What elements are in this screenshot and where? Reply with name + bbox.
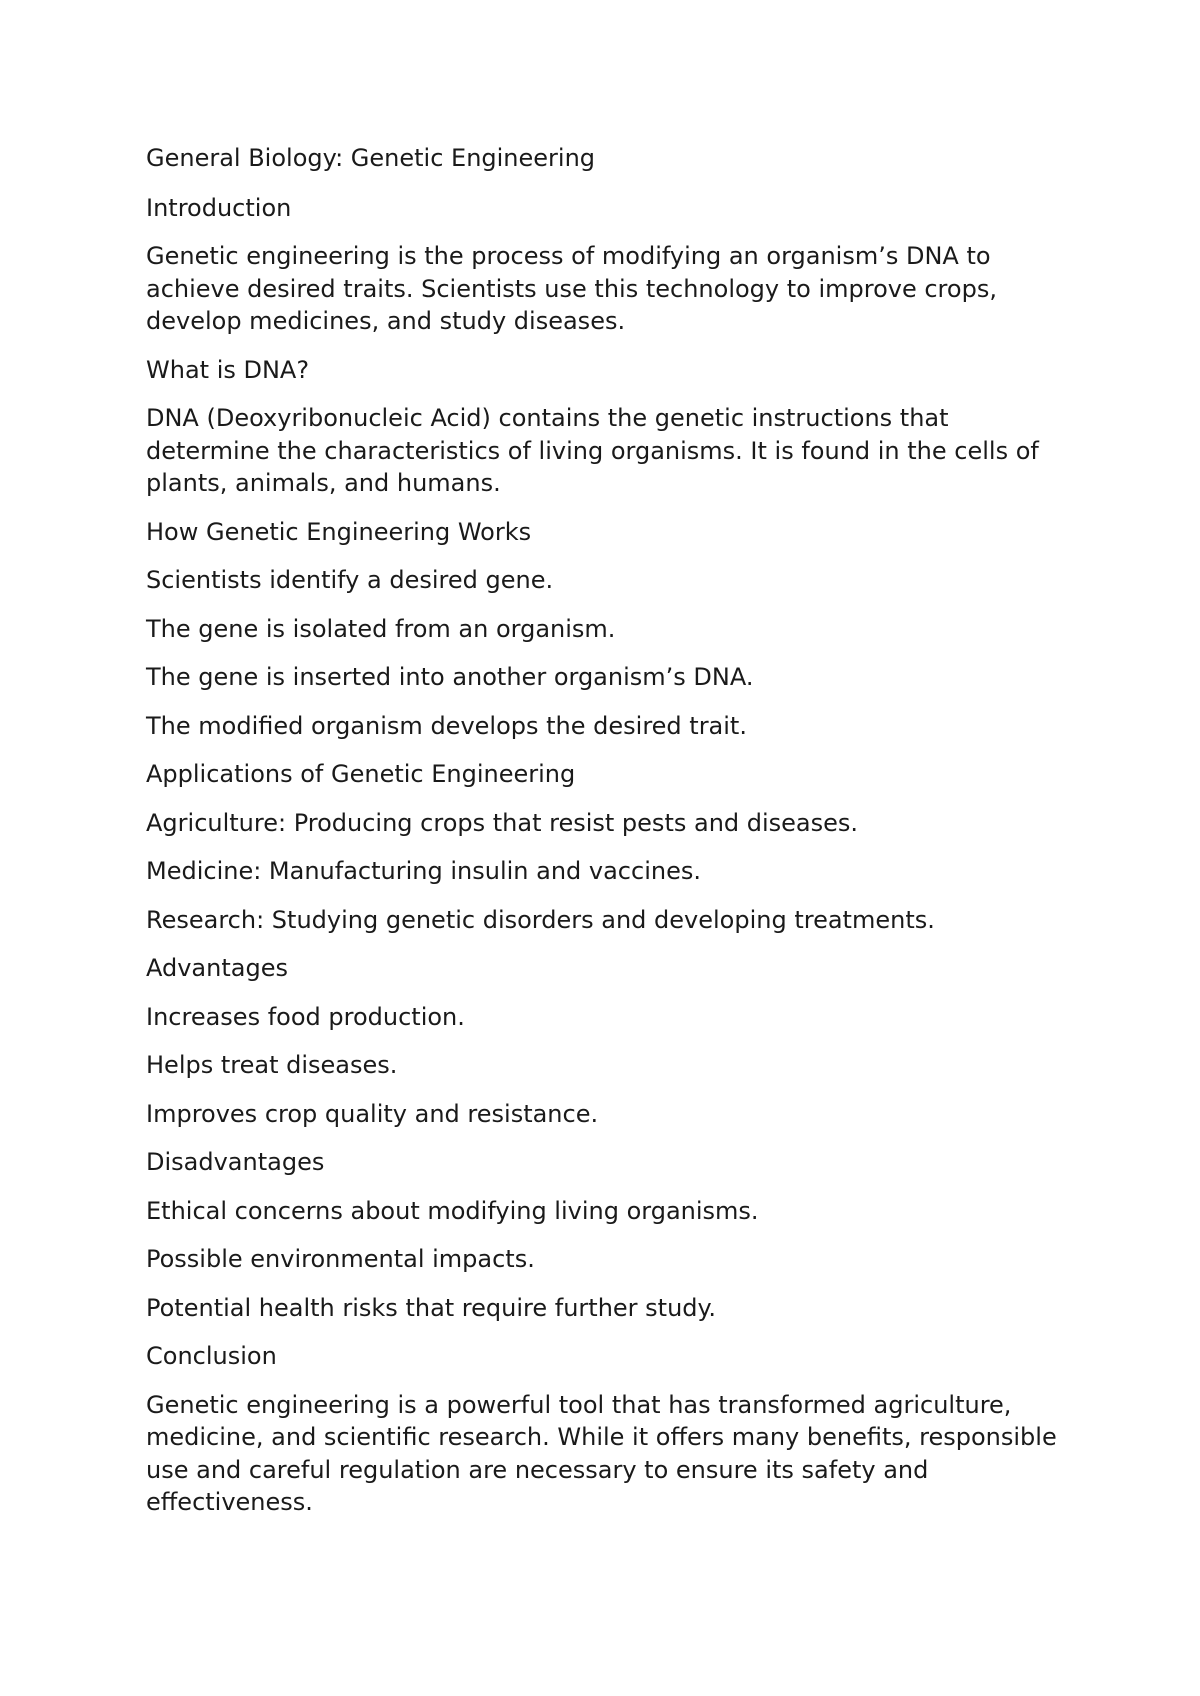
advantages-item: Improves crop quality and resistance.: [146, 1099, 599, 1128]
disadvantages-item: Possible environmental impacts.: [146, 1245, 535, 1273]
disadvantages-item: Potential health risks that require further study.: [146, 1293, 716, 1322]
how-it-works-step: The modified organism develops the desired trait.: [146, 711, 747, 740]
how-it-works-step: The gene is isolated from an organism.: [146, 614, 616, 643]
conclusion-paragraph: Genetic engineering is a powerful tool that has transformed agriculture, medicine, and scientific research. While it offers many benefits, responsible use and careful regulation are necessary to ensure its safety and effectiveness.: [146, 1390, 1057, 1516]
document-body: [146, 142, 1076, 1535]
applications-item: Research: Studying genetic disorders and developing treatments.: [146, 905, 935, 934]
disadvantages-heading: Disadvantages: [146, 1148, 325, 1176]
disadvantages-item: Ethical concerns about modifying living organisms.: [146, 1196, 759, 1225]
advantages-heading: Advantages: [146, 954, 288, 982]
what-is-dna-paragraph: DNA (Deoxyribonucleic Acid) contains the genetic instructions that determine the characteristics of living organisms. It is found in the cells of plants, animals, and humans.: [146, 404, 1039, 497]
how-it-works-heading: How Genetic Engineering Works: [146, 517, 532, 546]
advantages-item: Helps treat diseases.: [146, 1051, 398, 1079]
advantages-item: Increases food production.: [146, 1002, 465, 1031]
what-is-dna-heading: What is DNA?: [146, 355, 310, 384]
applications-item: Agriculture: Producing crops that resist pests and diseases.: [146, 808, 859, 837]
introduction-heading: Introduction: [146, 193, 292, 222]
how-it-works-step: The gene is inserted into another organism’s DNA.: [146, 663, 754, 691]
conclusion-heading: Conclusion: [146, 1342, 277, 1370]
applications-heading: Applications of Genetic Engineering: [146, 760, 576, 788]
document-title: General Biology: Genetic Engineering: [146, 144, 596, 172]
introduction-paragraph: Genetic engineering is the process of modifying an organism’s DNA to achieve desired traits. Scientists use this technology to improve crops, develop medicines, and study diseases.: [146, 242, 997, 335]
how-it-works-step: Scientists identify a desired gene.: [146, 566, 554, 594]
applications-item: Medicine: Manufacturing insulin and vaccines.: [146, 857, 701, 885]
